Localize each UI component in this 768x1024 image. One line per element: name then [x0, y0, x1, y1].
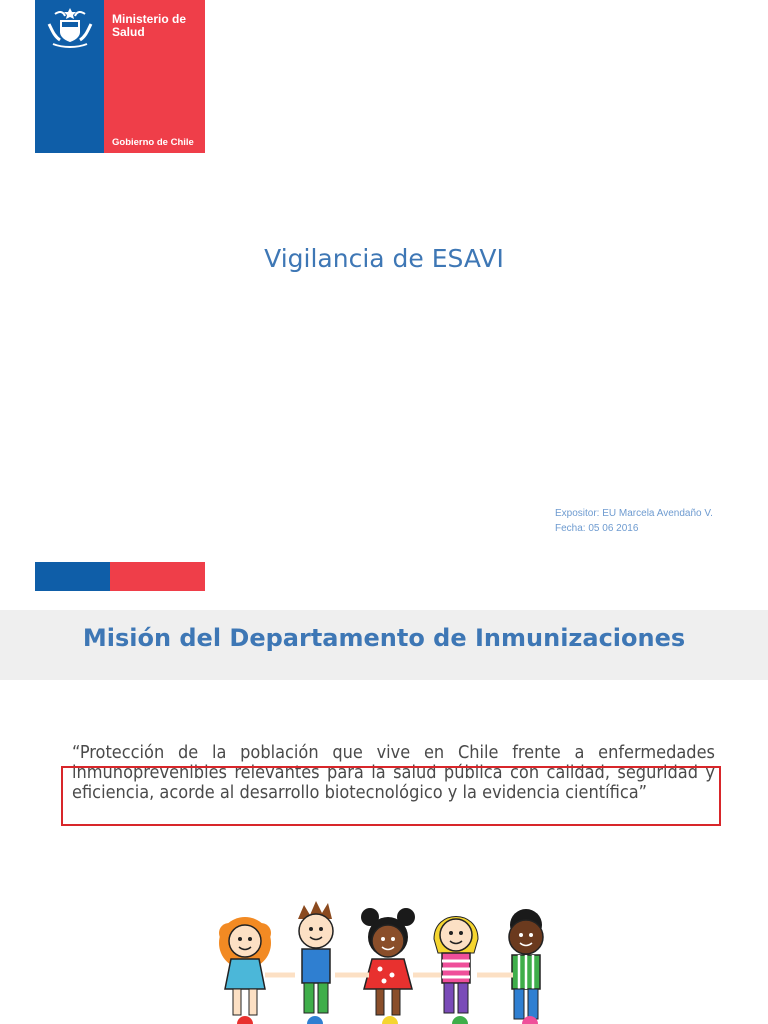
- presentation-meta: [555, 506, 713, 536]
- footer-bar-red: [110, 562, 205, 591]
- child-3: [361, 908, 415, 1015]
- expositor-text: Expositor: EU Marcela Avendaño V.: [555, 508, 713, 519]
- children-illustration: [205, 895, 575, 1024]
- child-1: [219, 917, 271, 1015]
- child-5: [509, 909, 543, 1019]
- slide-2: [0, 610, 768, 1024]
- fecha-text: Fecha: 05 06 2016: [555, 523, 639, 534]
- title-band: [0, 610, 768, 680]
- mission-quote: “Protección de la población que vive en Chile frente a enfermedades inmunoprevenibles relevantes para la salud pública con calidad, seguridad y eficiencia, acorde al desarrollo biotecnológico y la evidencia científica”: [72, 742, 715, 803]
- chile-crest-icon: [41, 4, 99, 50]
- child-2: [298, 901, 333, 1013]
- quote-highlight-box: [61, 766, 721, 826]
- logo-ministerio-text: Ministerio de Salud: [112, 12, 187, 39]
- child-4: [434, 917, 478, 1014]
- ministerio-logo: [35, 0, 205, 153]
- logo-gobierno-text: Gobierno de Chile: [112, 137, 194, 148]
- slide-1-title: Vigilancia de ESAVI: [264, 244, 504, 273]
- footer-bar-blue: [35, 562, 110, 591]
- slide-2-title: Misión del Departamento de Inmunizaciones: [82, 624, 686, 652]
